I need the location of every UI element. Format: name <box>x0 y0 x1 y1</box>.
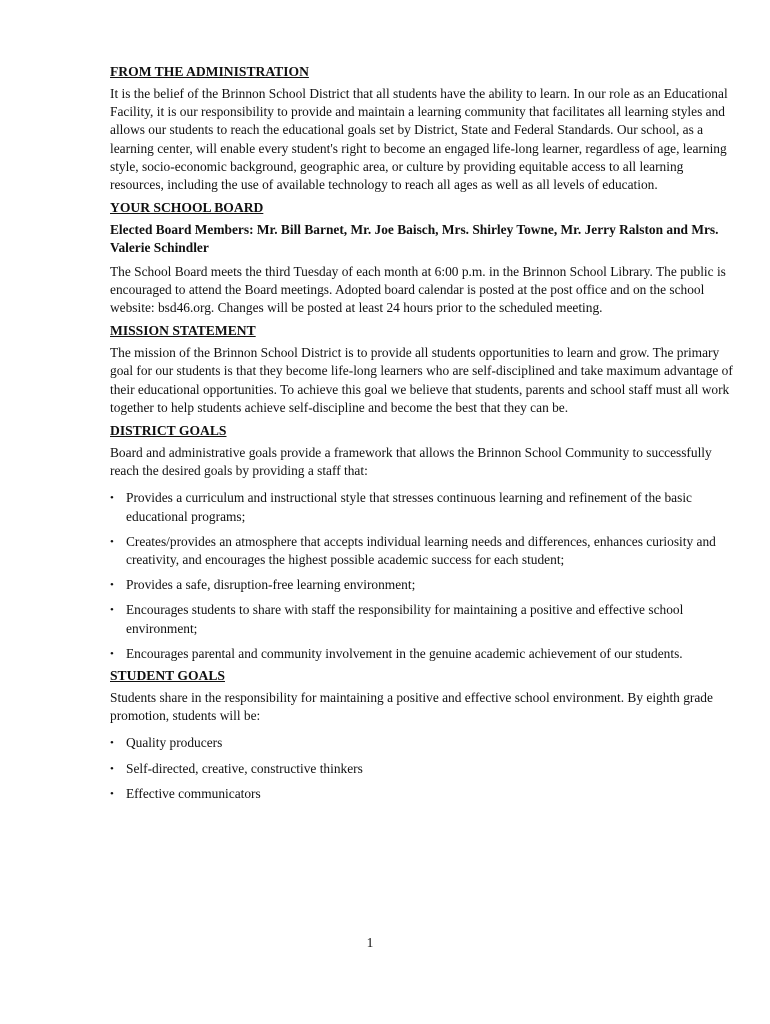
district-goals-intro: Board and administrative goals provide a framework that allows the Brinnon School Community to successfully reach the desired goals by providing a staff that: <box>110 445 712 479</box>
list-item-text: Provides a safe, disruption-free learning environment; <box>126 577 416 593</box>
administration-section <box>110 63 735 194</box>
student-goals-section <box>110 667 735 803</box>
bullet-icon: • <box>110 647 114 660</box>
list-item-text: Encourages parental and community involvement in the genuine academic achievement of our students. <box>126 645 683 661</box>
list-item <box>110 576 735 594</box>
list-item <box>110 760 735 778</box>
list-item <box>110 489 735 525</box>
list-item-text: Creates/provides an atmosphere that accepts individual learning needs and differences, enhances curiosity and creativity, and encourages the highest possible academic success for each student; <box>126 533 716 568</box>
list-item <box>110 533 735 569</box>
bullet-icon: • <box>110 604 114 617</box>
list-item <box>110 734 735 752</box>
mission-heading: MISSION STATEMENT <box>110 323 256 339</box>
page-number: 1 <box>366 935 374 950</box>
bullet-icon: • <box>110 787 114 800</box>
bullet-icon: • <box>110 737 114 750</box>
list-item-text: Encourages students to share with staff the responsibility for maintaining a positive and effective school environment; <box>126 602 684 636</box>
bullet-icon: • <box>110 762 114 775</box>
district-goals-heading: DISTRICT GOALS <box>110 423 227 439</box>
list-item-text: Effective communicators <box>126 785 261 801</box>
bullet-icon: • <box>110 492 114 505</box>
mission-body: The mission of the Brinnon School District is to provide all students opportunities to learn and grow. The primary goal for our students is that they become life-long learners who are self-disciplined and take maximum advantage of their educational opportunities. To achieve this goal we believe that students, parents and school staff must all work together to help students achieve self-discipline and become the best that they can be. <box>110 345 733 415</box>
document-content <box>110 63 735 810</box>
district-goals-list <box>110 489 735 663</box>
mission-section <box>110 322 735 417</box>
bullet-icon: • <box>110 535 114 548</box>
list-item-text: Self-directed, creative, constructive thinkers <box>126 760 363 776</box>
board-members: Elected Board Members: Mr. Bill Barnet, Mr. Joe Baisch, Mrs. Shirley Towne, Mr. Jerry Ralston and Mrs. Valerie Schindler <box>110 222 719 256</box>
list-item <box>110 785 735 803</box>
administration-heading: FROM THE ADMINISTRATION <box>110 64 309 79</box>
list-item-text: Quality producers <box>126 735 223 751</box>
bullet-icon: • <box>110 579 114 592</box>
administration-body: It is the belief of the Brinnon School District that all students have the ability to learn. In our role as an Educational Facility, it is our responsibility to provide and maintain a learning community that facilitates all learning styles and allows our students to reach the educational goals set by District, State and Federal Standards. Our school, as a learning center, will enable every student's right to become an engaged life-long learner, regardless of age, learning style, socio-economic background, geographic area, or culture by providing equitable access to all learning resources, including the use of available technology to reach all ages as well as all levels of education. <box>110 86 728 193</box>
student-goals-intro: Students share in the responsibility for maintaining a positive and effective school environment. By eighth grade promotion, students will be: <box>110 690 713 724</box>
student-goals-heading: STUDENT GOALS <box>110 668 225 684</box>
school-board-heading: YOUR SCHOOL BOARD <box>110 200 264 216</box>
list-item-text: Provides a curriculum and instructional style that stresses continuous learning and refinement of the basic educational programs; <box>126 490 692 524</box>
district-goals-section <box>110 422 735 663</box>
school-board-body: The School Board meets the third Tuesday of each month at 6:00 p.m. in the Brinnon School Library. The public is encouraged to attend the Board meetings. Adopted board calendar is posted at the post office and on the school website: bsd46.org. Changes will be posted at least 24 hours prior to the scheduled meeting. <box>110 263 726 316</box>
list-item <box>110 601 735 637</box>
student-goals-list <box>110 734 735 803</box>
school-board-section <box>110 199 735 317</box>
list-item <box>110 645 735 663</box>
